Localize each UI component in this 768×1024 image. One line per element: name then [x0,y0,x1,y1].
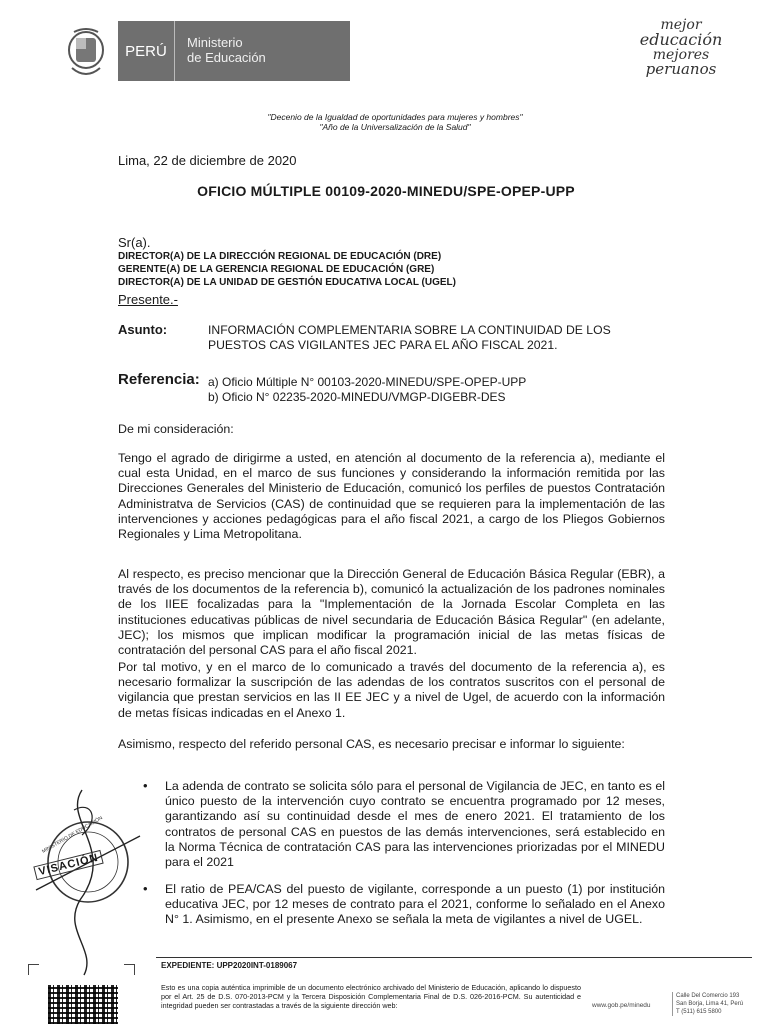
slogan [626,18,736,76]
decade-line1: "Decenio de la Igualdad de oportunidades para mujeres y hombres" [267,112,523,122]
asunto-label: Asunto: [118,322,168,337]
presente: Presente.- [118,292,178,307]
ministry-line1: Ministerio [187,35,243,50]
greeting: De mi consideración: [118,422,234,436]
peru-label: PERÚ [118,21,175,81]
slogan-line1: mejor [660,17,702,33]
bullet-icon: • [143,778,148,793]
asunto-line2: PUESTOS CAS VIGILANTES JEC PARA EL AÑO FISCAL 2021. [208,338,558,352]
coat-of-arms-icon [64,24,108,80]
referencia-label: Referencia: [118,371,200,388]
recipient-line: GERENTE(A) DE LA GERENCIA REGIONAL DE EDUCACIÓN (GRE) [118,264,435,275]
bullet-item-1: La adenda de contrato se solicita sólo para el personal de Vigilancia de JEC, en tanto es el único puesto de la intervención cuyo contrato se encuentra programado por 12 meses, garantizando así su continuidad desde el mes de enero 2021. El tratamiento de los contratos de personal CAS en puestos de las demás intervenciones, será establecido en la Norma Técnica de contratación CAS para las intervenciones priorizadas por el MINEDU para el 2021 [165,779,665,870]
paragraph-2: Al respecto, es preciso mencionar que la Dirección General de Educación Básica Regular (EBR), a través de los documentos de la referencia b), comunicó la actualización de los padrones nominales de los IIEE focalizadas para la "Implementación de la Jornada Escolar Completa en las instituciones educativas públicas de nivel secundaria de Educación Básica Regular" (en adelante, JEC); los mismos que implican modificar la programación inicial de las metas físicas de contratación del personal CAS para el año fiscal 2021. [118,567,665,658]
ministry-line2: de Educación [187,50,266,65]
paragraph-4: Asimismo, respecto del referido personal CAS, es necesario precisar e informar lo siguiente: [118,737,625,751]
footer-address [672,992,743,1016]
slogan-line3: mejores [652,47,710,63]
document-title: OFICIO MÚLTIPLE 00109-2020-MINEDU/SPE-OPEP-UPP [197,183,575,199]
address-line: Calle Del Comercio 193 [676,993,740,999]
footer-web: www.gob.pe/minedu [592,1002,651,1009]
visacion-stamp [22,780,162,980]
asunto-line1: INFORMACIÓN COMPLEMENTARIA SOBRE LA CONTINUIDAD DE LOS [208,323,611,337]
referencia-a: a) Oficio Múltiple N° 00103-2020-MINEDU/SPE-OPEP-UPP [208,375,527,389]
bullet-icon: • [143,881,148,896]
salutation: Sr(a). [118,235,151,250]
ministry-name [175,21,266,81]
stamp-ring-text: MINISTERIO DE EDUCACIÓN [41,815,104,855]
paragraph-3: Por tal motivo, y en el marco de lo comunicado a través del documento de la referencia a), es necesario formalizar la suscripción de las adendas de los contratos suscritos con el personal de vigilancia que prestan servicios en las II EE JEC y a nivel de Ugel, de acuerdo con la información de metas físicas indicadas en el Anexo 1. [118,660,665,720]
footer-divider [156,957,752,958]
bullet-item-2: El ratio de PEA/CAS del puesto de vigilante, corresponde a un puesto (1) por institución educativa JEC, por 12 meses de contrato para el 2021, conforme lo señalado en el Anexo N° 1. Asimismo, en el presente Anexo se señala la meta de vigilantes a nivel de UGEL. [165,882,665,927]
recipient-line: DIRECTOR(A) DE LA DIRECCIÓN REGIONAL DE EDUCACIÓN (DRE) [118,251,442,262]
recipient-line: DIRECTOR(A) DE LA UNIDAD DE GESTIÓN EDUCATIVA LOCAL (UGEL) [118,277,456,288]
asunto-text [208,323,648,353]
authenticity-note: Esto es una copia auténtica imprimible de un documento electrónico archivado del Ministerio de Educación, aplicando lo dispuesto por el Art. 25 de D.S. 070-2013-PCM y la Tercera Disposición Complementaria Final de D.S. 026-2016-PCM. Su autenticidad e integridad pueden ser contrastadas a través de la siguiente dirección web: [161,983,581,1010]
corner-mark-left [28,964,39,975]
address-line: T (511) 615 5800 [676,1009,722,1015]
paragraph-1: Tengo el agrado de dirigirme a usted, en atención al documento de la referencia a), mediante el cual esta Unidad, en el marco de sus funciones y considerando la información remitida por las Direcciones Generales del Ministerio de Educación, comunicó los perfiles de puestos Contratación Administratva de Servicios (CAS) de continuidad que se requieren para la implementación de las intervenciones y acciones pedagógicas para el año fiscal 2021, a cargo de los Pliegos Gobiernos Regionales y Lima Metropolitana. [118,451,665,542]
address-line: San Borja, Lima 41, Perú [676,1001,744,1007]
expediente: EXPEDIENTE: UPP2020INT-0189067 [161,961,298,970]
referencia-b: b) Oficio N° 02235-2020-MINEDU/VMGP-DIGEBR-DES [208,389,506,404]
recipient-lines [118,250,456,289]
slogan-line2: educación [639,30,723,49]
ministry-logo [118,21,350,81]
stamp-label: VISACIÓN [33,850,104,880]
document-date: Lima, 22 de diciembre de 2020 [118,153,297,168]
corner-mark-right [124,964,135,975]
referencia-list [208,375,526,404]
decade-headings [190,112,600,132]
qr-code-icon [48,985,118,1024]
slogan-line4: peruanos [645,60,717,78]
decade-line2: "Año de la Universalización de la Salud" [319,122,471,132]
